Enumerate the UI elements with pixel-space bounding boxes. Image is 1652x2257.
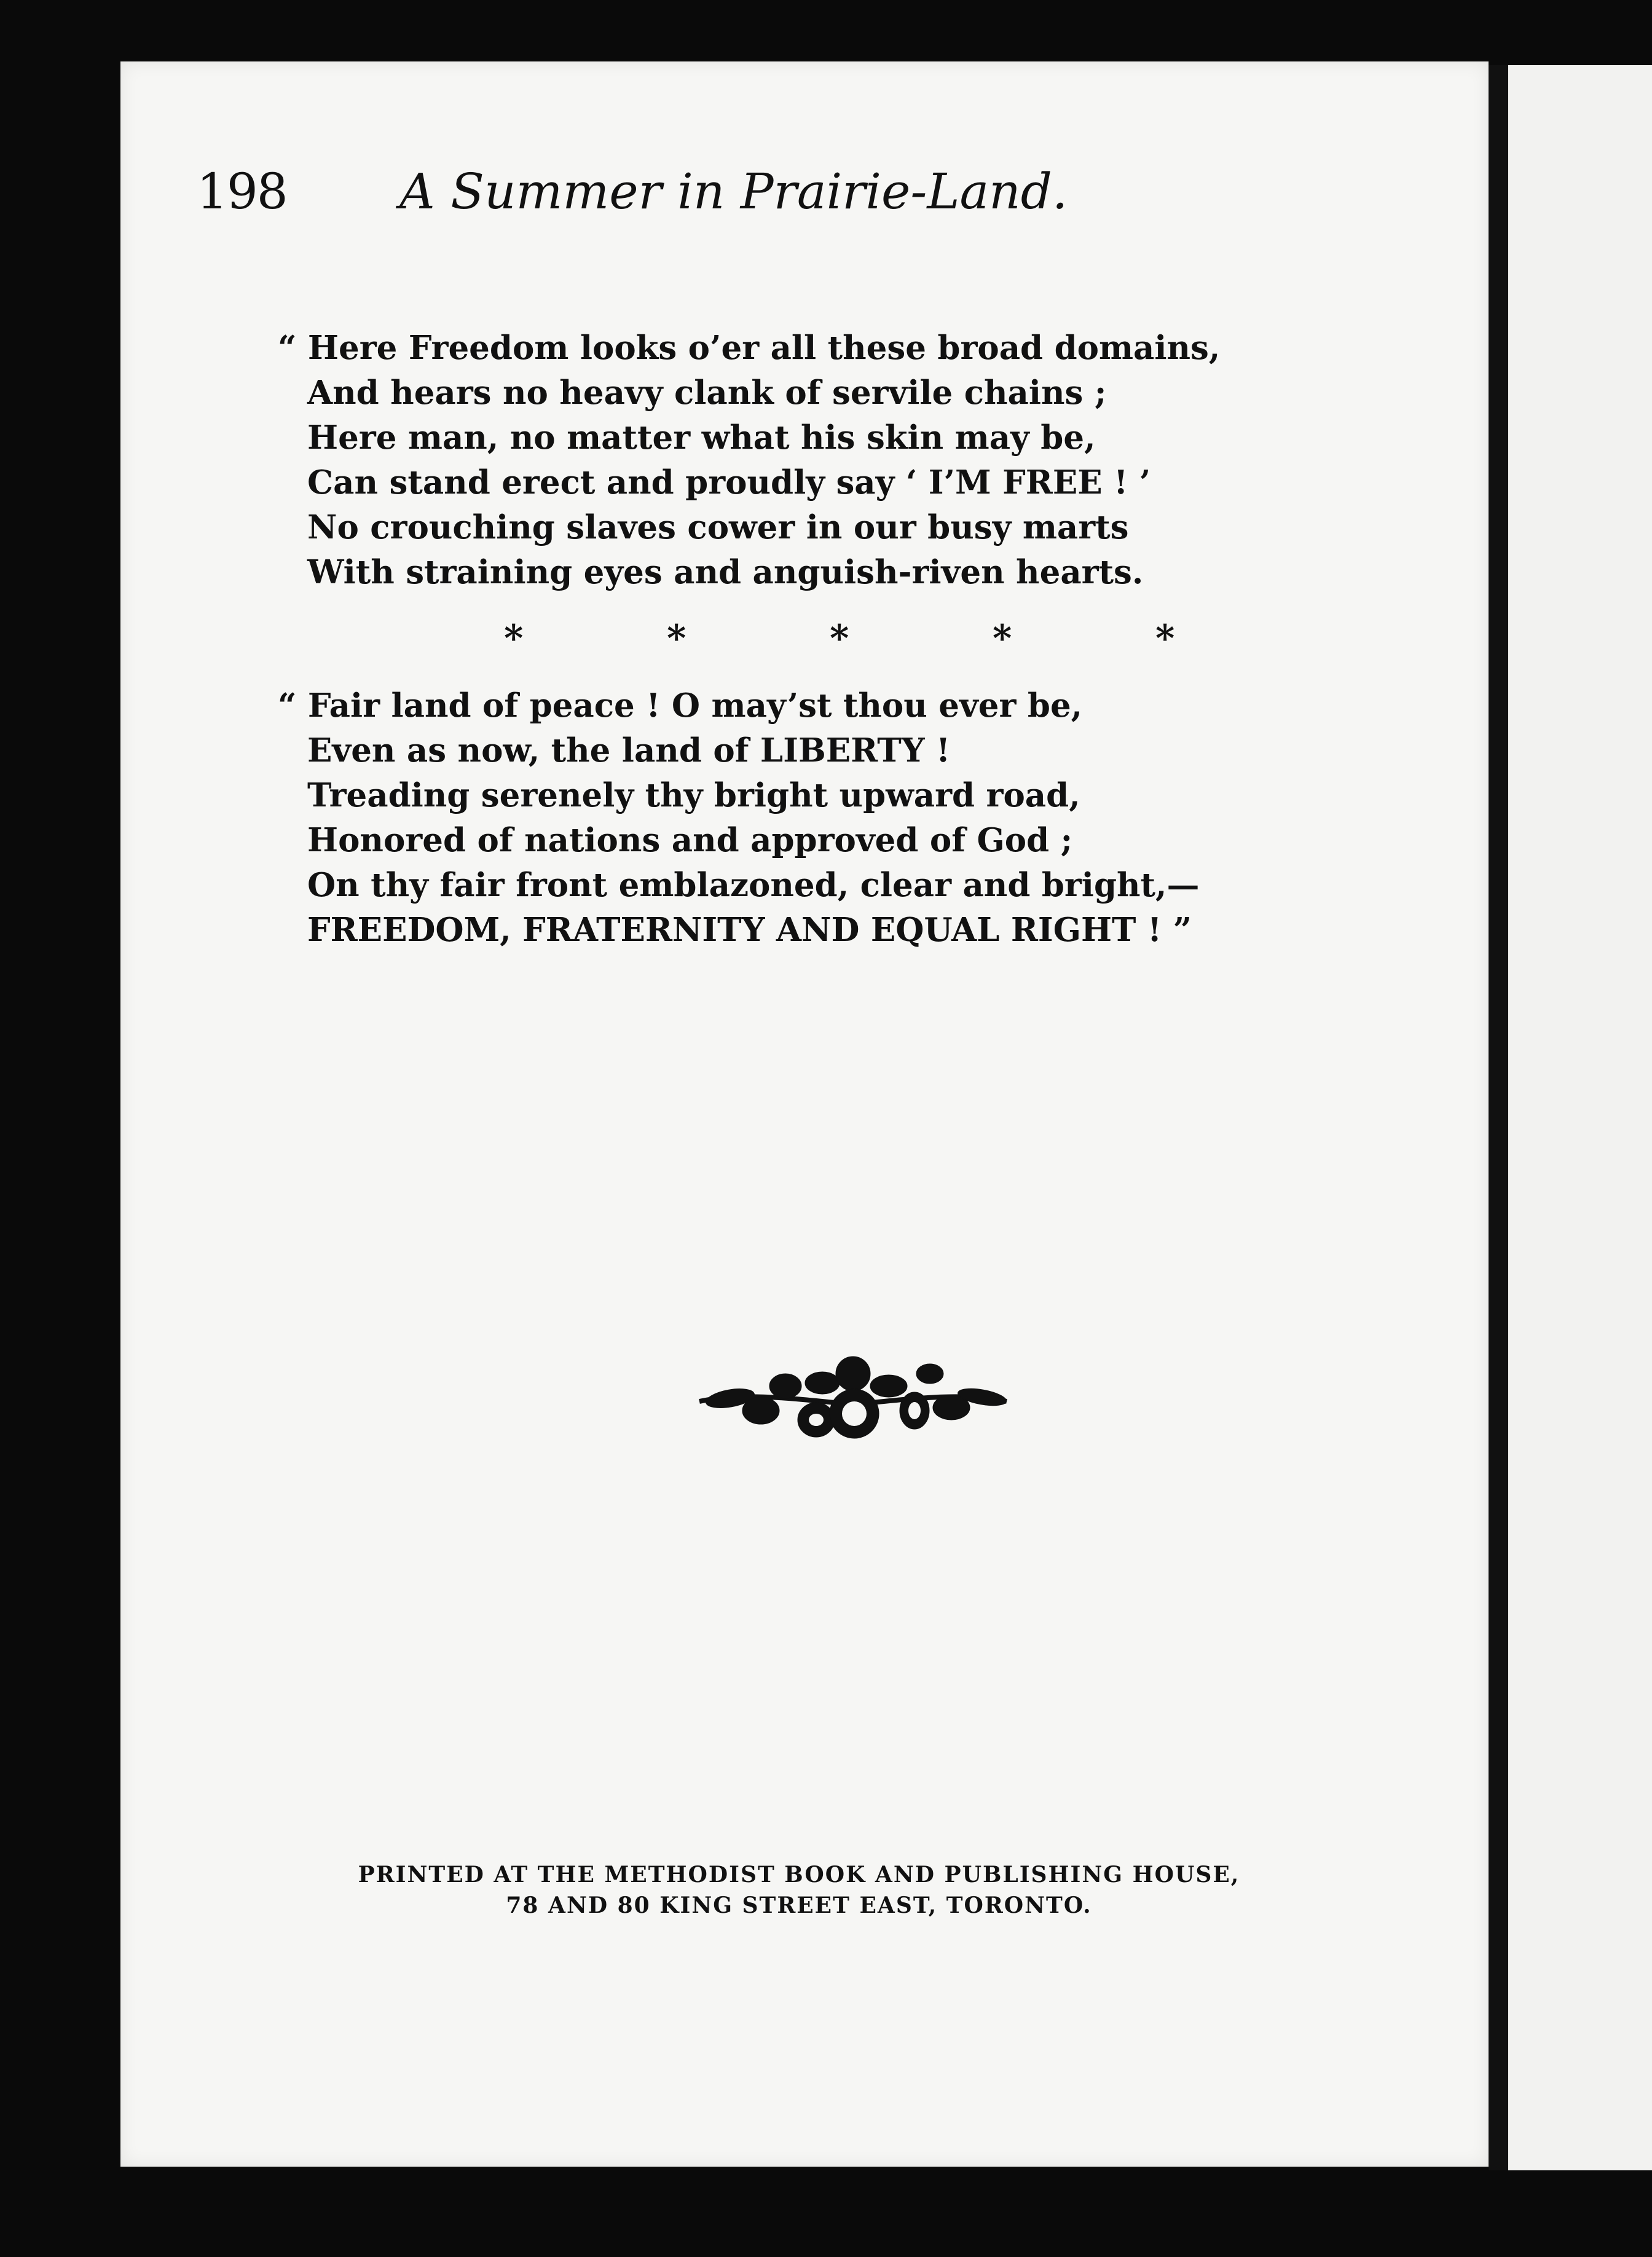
verse-line: “ Here Freedom looks o’er all these broad domains, [278,329,1221,367]
asterisk: * [667,617,686,660]
running-title: A Summer in Prairie-Land. [399,163,1068,220]
verse-line: Treading serenely thy bright upward road, [307,776,1080,814]
printer-imprint [246,1859,1352,1921]
verse-line: And hears no heavy clank of servile chains ; [307,374,1107,412]
imprint-line-2: 78 AND 80 KING STREET EAST, TORONTO. [506,1893,1092,1918]
poem-stanza-1 [278,326,1261,595]
asterisk: * [1155,617,1175,660]
verse-line: No crouching slaves cower in our busy marts [307,508,1129,546]
asterisk: * [993,617,1012,660]
running-head [197,163,1241,243]
verse-line: Honored of nations and approved of God ; [307,821,1073,859]
asterism-separator [479,617,1217,660]
verse-line: “ Fair land of peace ! O may’st thou ever be, [278,687,1083,725]
verse-line: On thy fair front emblazoned, clear and bright,— [307,866,1200,904]
verse-line: With straining eyes and anguish-riven hearts. [307,553,1144,591]
verse-line: Here man, no matter what his skin may be, [307,419,1096,457]
poem-stanza-2 [278,683,1261,953]
page-number: 198 [197,163,287,220]
verse-line: Even as now, the land of LIBERTY ! [307,731,951,770]
verse-line: Can stand erect and proudly say ‘ I’M FREE ! ’ [307,463,1151,502]
asterisk: * [504,617,524,660]
facing-page-edge [1508,65,1652,2170]
book-gutter [1489,65,1508,2170]
imprint-line-1: PRINTED AT THE METHODIST BOOK AND PUBLISHING HOUSE, [358,1862,1240,1888]
verse-line: FREEDOM, FRATERNITY AND EQUAL RIGHT ! ” [307,911,1192,949]
floral-fleuron-icon [693,1349,1013,1454]
asterisk: * [830,617,849,660]
